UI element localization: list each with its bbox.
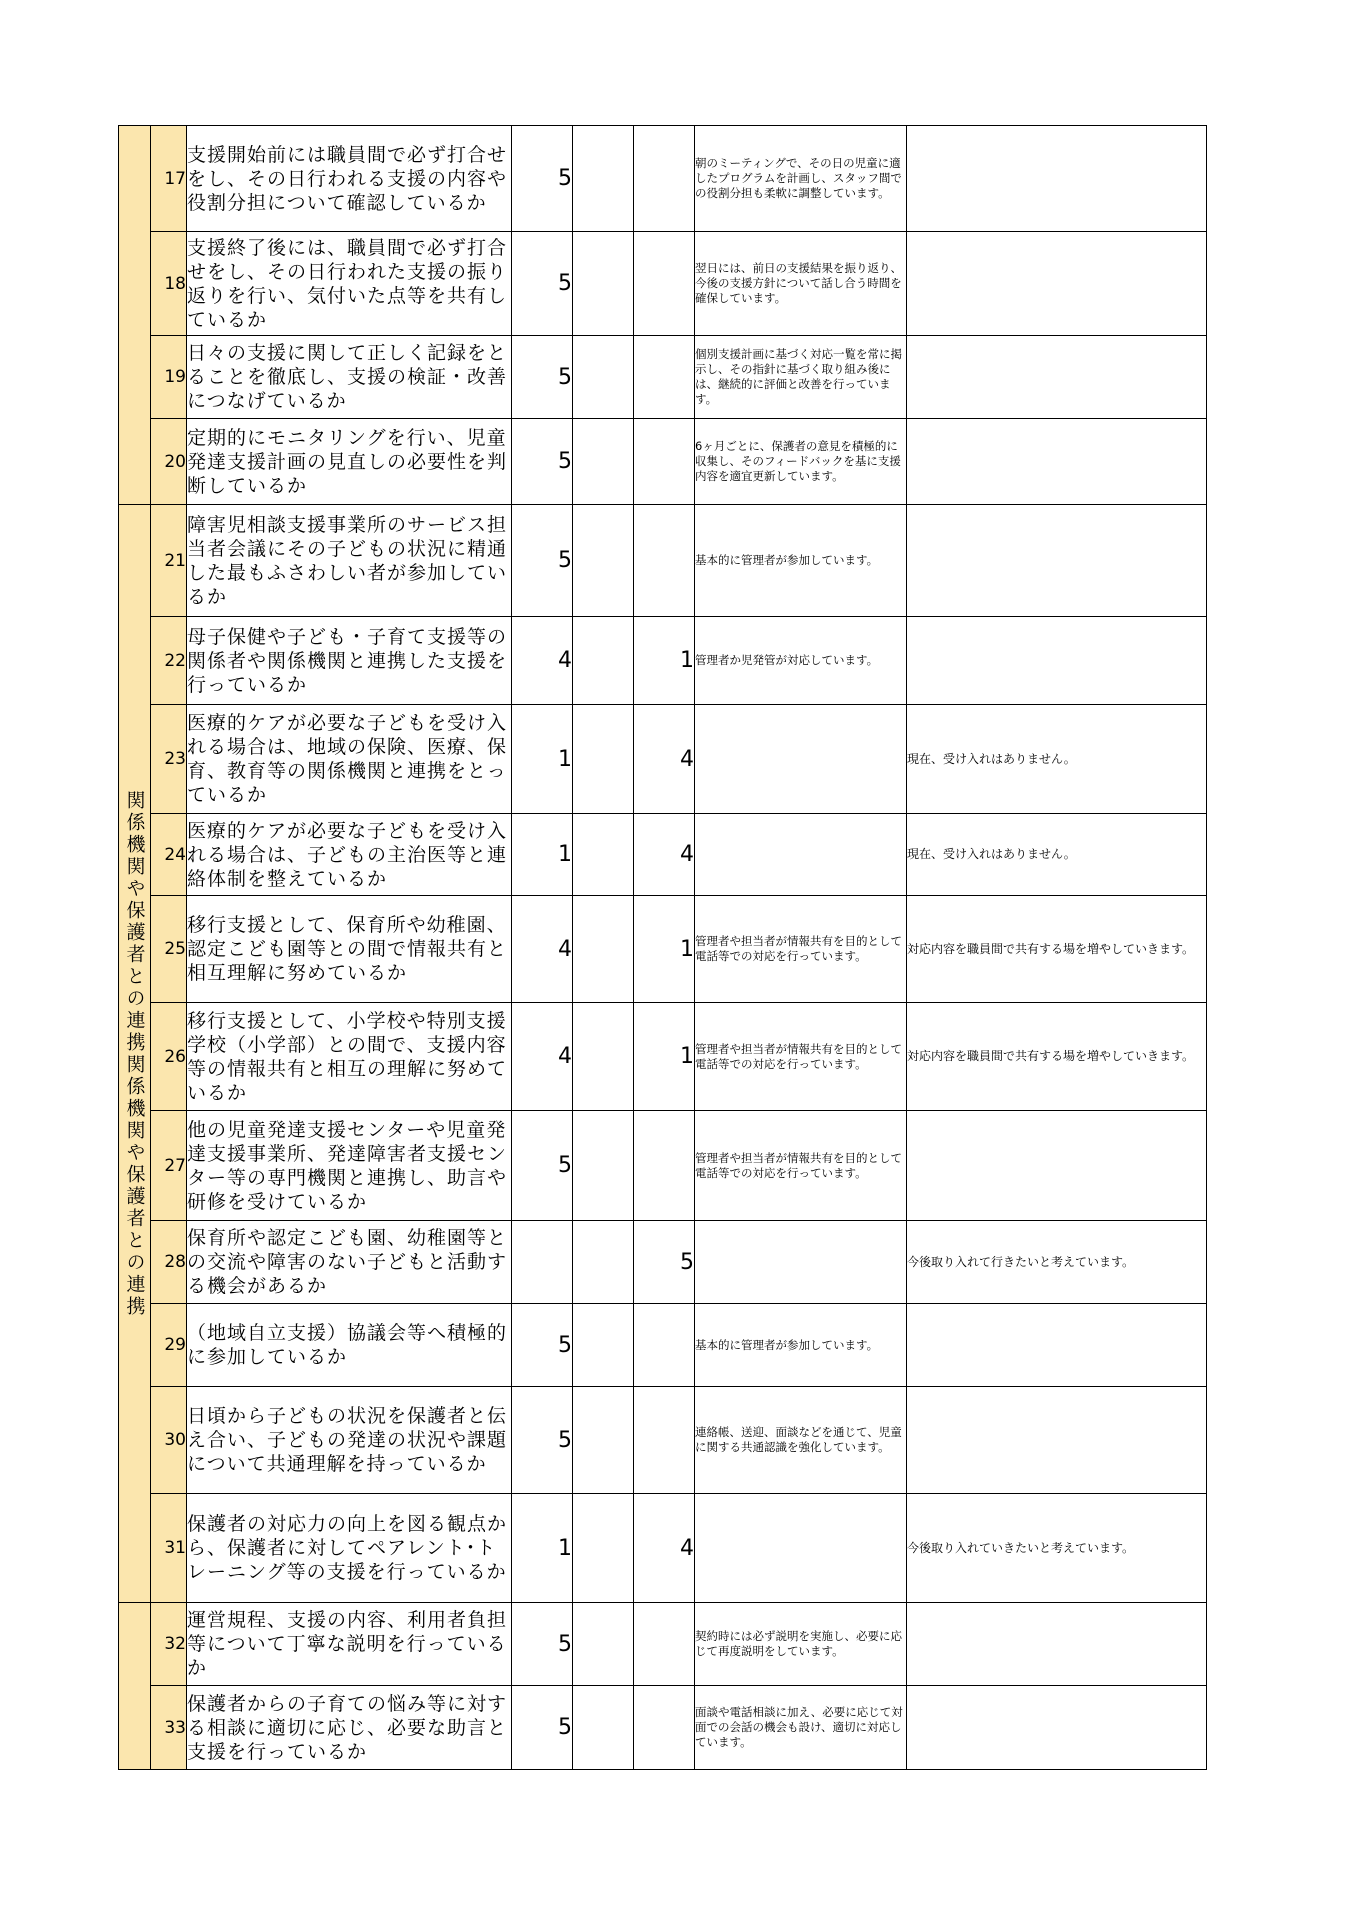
item-number: 28 xyxy=(151,1221,187,1304)
item-number: 19 xyxy=(151,336,187,419)
category-cell xyxy=(119,1603,151,1770)
score-no: 4 xyxy=(634,814,695,896)
question-text: 支援終了後には、職員間で必ず打合せをし、その日行われた支援の振り返りを行い、気付いた点等を共有しているか xyxy=(187,232,512,336)
strength-comment: 6ヶ月ごとに、保護者の意見を積極的に収集し、そのフィードバックを基に支援内容を適宜更新しています。 xyxy=(695,419,907,505)
score-no xyxy=(634,505,695,617)
question-text: 移行支援として、小学校や特別支援学校（小学部）との間で、支援内容等の情報共有と相互の理解に努めているか xyxy=(187,1003,512,1111)
score-no: 1 xyxy=(634,617,695,705)
strength-comment: 基本的に管理者が参加しています。 xyxy=(695,1304,907,1387)
score-yes: 1 xyxy=(512,1494,573,1603)
table-row xyxy=(119,1387,1207,1494)
score-neutral xyxy=(573,419,634,505)
improvement-comment xyxy=(907,126,1207,232)
score-neutral xyxy=(573,336,634,419)
item-number: 24 xyxy=(151,814,187,896)
table-row xyxy=(119,1003,1207,1111)
score-no xyxy=(634,1603,695,1686)
question-text: 定期的にモニタリングを行い、児童発達支援計画の見直しの必要性を判断しているか xyxy=(187,419,512,505)
score-neutral xyxy=(573,1686,634,1770)
strength-comment: 朝のミーティングで、その日の児童に適したプログラムを計画し、スタッフ間での役割分担も柔軟に調整しています。 xyxy=(695,126,907,232)
score-neutral xyxy=(573,126,634,232)
score-yes: 5 xyxy=(512,1686,573,1770)
score-yes: 1 xyxy=(512,705,573,814)
score-yes: 5 xyxy=(512,1304,573,1387)
score-yes: 5 xyxy=(512,232,573,336)
improvement-comment: 現在、受け入れはありません。 xyxy=(907,705,1207,814)
table-row xyxy=(119,617,1207,705)
score-neutral xyxy=(573,705,634,814)
score-neutral xyxy=(573,1221,634,1304)
score-neutral xyxy=(573,1111,634,1221)
question-text: 保護者からの子育ての悩み等に対する相談に適切に応じ、必要な助言と支援を行っているか xyxy=(187,1686,512,1770)
score-yes: 5 xyxy=(512,1111,573,1221)
question-text: 医療的ケアが必要な子どもを受け入れる場合は、地域の保険、医療、保育、教育等の関係機関と連携をとっているか xyxy=(187,705,512,814)
strength-comment: 基本的に管理者が参加しています。 xyxy=(695,505,907,617)
category-label: 関係機関や保護者との連携関係機関や保護者との連携 xyxy=(123,789,146,1318)
table-row xyxy=(119,814,1207,896)
table-row xyxy=(119,232,1207,336)
table-row xyxy=(119,1221,1207,1304)
improvement-comment xyxy=(907,617,1207,705)
category-cell xyxy=(119,126,151,505)
strength-comment: 面談や電話相談に加え、必要に応じて対面での会話の機会も設け、適切に対応しています。 xyxy=(695,1686,907,1770)
strength-comment: 翌日には、前日の支援結果を振り返り、今後の支援方針について話し合う時間を確保しています。 xyxy=(695,232,907,336)
score-no xyxy=(634,1111,695,1221)
score-yes xyxy=(512,1221,573,1304)
strength-comment: 契約時には必ず説明を実施し、必要に応じて再度説明をしています。 xyxy=(695,1603,907,1686)
strength-comment: 個別支援計画に基づく対応一覧を常に掲示し、その指針に基づく取り組み後には、継続的に評価と改善を行っています。 xyxy=(695,336,907,419)
table-row xyxy=(119,896,1207,1003)
item-number: 23 xyxy=(151,705,187,814)
item-number: 33 xyxy=(151,1686,187,1770)
question-text: 日頃から子どもの状況を保護者と伝え合い、子どもの発達の状況や課題について共通理解を持っているか xyxy=(187,1387,512,1494)
improvement-comment xyxy=(907,1387,1207,1494)
strength-comment: 連絡帳、送迎、面談などを通じて、児童に関する共通認識を強化しています。 xyxy=(695,1387,907,1494)
table-row xyxy=(119,505,1207,617)
table-row xyxy=(119,1111,1207,1221)
improvement-comment xyxy=(907,419,1207,505)
strength-comment: 管理者や担当者が情報共有を目的として電話等での対応を行っています。 xyxy=(695,896,907,1003)
improvement-comment xyxy=(907,1304,1207,1387)
question-text: 日々の支援に関して正しく記録をとることを徹底し、支援の検証・改善につなげているか xyxy=(187,336,512,419)
score-no: 4 xyxy=(634,705,695,814)
strength-comment xyxy=(695,814,907,896)
item-number: 27 xyxy=(151,1111,187,1221)
score-no xyxy=(634,1304,695,1387)
improvement-comment xyxy=(907,1111,1207,1221)
score-yes: 1 xyxy=(512,814,573,896)
table-row xyxy=(119,1494,1207,1603)
score-neutral xyxy=(573,232,634,336)
item-number: 26 xyxy=(151,1003,187,1111)
score-neutral xyxy=(573,1603,634,1686)
improvement-comment xyxy=(907,336,1207,419)
score-neutral xyxy=(573,617,634,705)
item-number: 32 xyxy=(151,1603,187,1686)
item-number: 30 xyxy=(151,1387,187,1494)
category-cell xyxy=(119,505,151,1603)
score-yes: 4 xyxy=(512,617,573,705)
strength-comment: 管理者や担当者が情報共有を目的として電話等での対応を行っています。 xyxy=(695,1003,907,1111)
question-text: 医療的ケアが必要な子どもを受け入れる場合は、子どもの主治医等と連絡体制を整えているか xyxy=(187,814,512,896)
item-number: 31 xyxy=(151,1494,187,1603)
score-no xyxy=(634,419,695,505)
item-number: 17 xyxy=(151,126,187,232)
question-text: 母子保健や子ども・子育て支援等の関係者や関係機関と連携した支援を行っているか xyxy=(187,617,512,705)
question-text: 障害児相談支援事業所のサービス担当者会議にその子どもの状況に精通した最もふさわしい者が参加しているか xyxy=(187,505,512,617)
score-yes: 5 xyxy=(512,1603,573,1686)
score-neutral xyxy=(573,896,634,1003)
score-no: 4 xyxy=(634,1494,695,1603)
score-no: 1 xyxy=(634,1003,695,1111)
score-neutral xyxy=(573,1387,634,1494)
table-row xyxy=(119,336,1207,419)
item-number: 18 xyxy=(151,232,187,336)
improvement-comment: 対応内容を職員間で共有する場を増やしていきます。 xyxy=(907,896,1207,1003)
item-number: 20 xyxy=(151,419,187,505)
score-yes: 4 xyxy=(512,1003,573,1111)
strength-comment xyxy=(695,1494,907,1603)
score-neutral xyxy=(573,814,634,896)
item-number: 21 xyxy=(151,505,187,617)
score-no xyxy=(634,1686,695,1770)
question-text: 保育所や認定こども園、幼稚園等との交流や障害のない子どもと活動する機会があるか xyxy=(187,1221,512,1304)
evaluation-table xyxy=(118,125,1207,1770)
improvement-comment: 現在、受け入れはありません。 xyxy=(907,814,1207,896)
score-neutral xyxy=(573,1304,634,1387)
table-row xyxy=(119,705,1207,814)
score-neutral xyxy=(573,1494,634,1603)
item-number: 29 xyxy=(151,1304,187,1387)
table-row xyxy=(119,419,1207,505)
question-text: 支援開始前には職員間で必ず打合せをし、その日行われる支援の内容や役割分担について確認しているか xyxy=(187,126,512,232)
question-text: 移行支援として、保育所や幼稚園、認定こども園等との間で情報共有と相互理解に努めているか xyxy=(187,896,512,1003)
improvement-comment xyxy=(907,505,1207,617)
score-neutral xyxy=(573,505,634,617)
item-number: 22 xyxy=(151,617,187,705)
score-yes: 5 xyxy=(512,1387,573,1494)
table-row xyxy=(119,1304,1207,1387)
question-text: 他の児童発達支援センターや児童発達支援事業所、発達障害者支援センター等の専門機関と連携し、助言や研修を受けているか xyxy=(187,1111,512,1221)
score-neutral xyxy=(573,1003,634,1111)
strength-comment: 管理者や担当者が情報共有を目的として電話等での対応を行っています。 xyxy=(695,1111,907,1221)
strength-comment xyxy=(695,1221,907,1304)
question-text: 保護者の対応力の向上を図る観点から、保護者に対してペアレント･トレーニング等の支援を行っているか xyxy=(187,1494,512,1603)
table-row xyxy=(119,1686,1207,1770)
improvement-comment: 今後取り入れていきたいと考えています。 xyxy=(907,1494,1207,1603)
table-row xyxy=(119,126,1207,232)
score-no: 1 xyxy=(634,896,695,1003)
score-yes: 5 xyxy=(512,419,573,505)
improvement-comment xyxy=(907,1686,1207,1770)
strength-comment: 管理者か児発管が対応しています。 xyxy=(695,617,907,705)
score-no xyxy=(634,1387,695,1494)
score-no xyxy=(634,232,695,336)
score-yes: 5 xyxy=(512,126,573,232)
improvement-comment xyxy=(907,232,1207,336)
improvement-comment: 今後取り入れて行きたいと考えています。 xyxy=(907,1221,1207,1304)
item-number: 25 xyxy=(151,896,187,1003)
improvement-comment: 対応内容を職員間で共有する場を増やしていきます。 xyxy=(907,1003,1207,1111)
table-row xyxy=(119,1603,1207,1686)
strength-comment xyxy=(695,705,907,814)
score-yes: 5 xyxy=(512,505,573,617)
score-no xyxy=(634,336,695,419)
improvement-comment xyxy=(907,1603,1207,1686)
question-text: 運営規程、支援の内容、利用者負担等について丁寧な説明を行っているか xyxy=(187,1603,512,1686)
score-no xyxy=(634,126,695,232)
score-yes: 4 xyxy=(512,896,573,1003)
score-yes: 5 xyxy=(512,336,573,419)
score-no: 5 xyxy=(634,1221,695,1304)
question-text: （地域自立支援）協議会等へ積極的に参加しているか xyxy=(187,1304,512,1387)
table-body xyxy=(119,126,1207,1770)
